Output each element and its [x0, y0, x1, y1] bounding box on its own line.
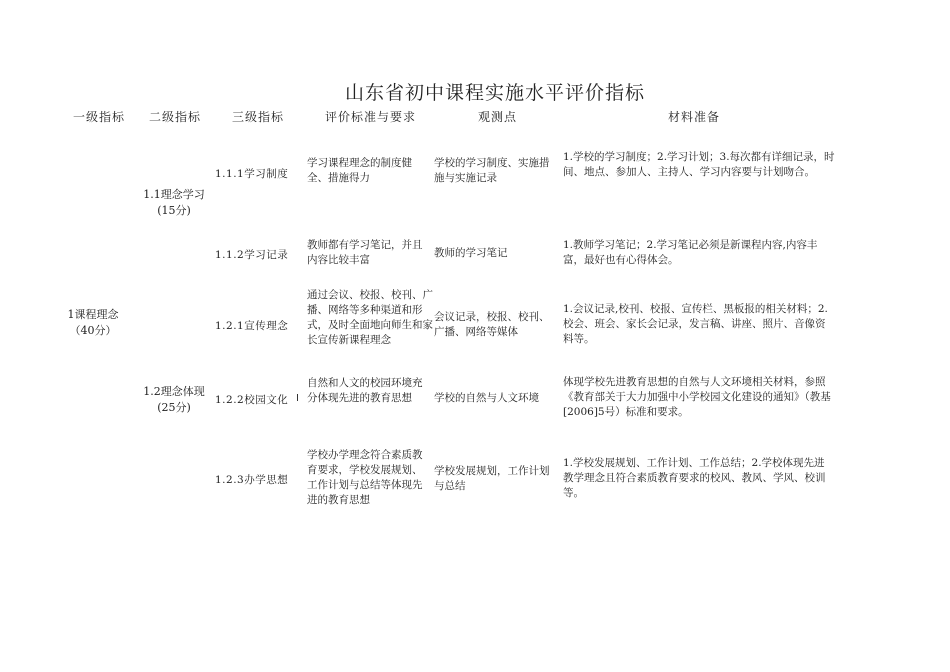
materials-text: 1.会议记录,校刊、校报、宣传栏、黑板报的相关材料；2.校会、班会、家长会记录，发言稿、讲座、照片、音像资料等。 [563, 303, 828, 345]
level3-item: 1.2.1宣传理念 [215, 320, 289, 332]
header-criteria: 评价标准与要求 [325, 110, 417, 124]
criteria-text: 教师都有学习笔记，并且内容比较丰富 [307, 239, 423, 266]
criteria-text: 学习课程理念的制度健全、措施得力 [307, 157, 412, 184]
observation-text: 学校的自然与人文环境 [434, 392, 539, 404]
materials-text: 1.教师学习笔记；2.学习笔记必须是新课程内容,内容丰富，最好也有心得体会。 [563, 239, 818, 266]
observation-text: 教师的学习笔记 [434, 247, 508, 259]
level2-score: (25分) [157, 401, 191, 414]
cell-separator [297, 394, 298, 401]
criteria-text: 通过会议、校报、校刊、广播、网络等多种渠道和形式，及时全面地向师生和家长宣传新课程理念 [307, 289, 433, 346]
level3-item: 1.2.3办学思想 [215, 474, 289, 486]
level3-item: 1.1.2学习记录 [215, 249, 289, 261]
level1-name: 1课程理念 [67, 308, 119, 321]
criteria-text: 自然和人文的校园环境充分体现先进的教育思想 [307, 377, 423, 404]
level2-cell-2 [136, 384, 212, 416]
observation-text: 会议记录，校报、校刊、广播、网络等媒体 [434, 311, 550, 338]
criteria-text: 学校办学理念符合素质教育要求，学校发展规划、工作计划与总结等体现先进的教育思想 [307, 449, 423, 506]
level2-score: (15分) [157, 204, 191, 217]
observation-text: 学校的学习制度、实施措施与实施记录 [434, 157, 550, 184]
observation-text: 学校发展规划，工作计划与总结 [434, 465, 550, 492]
level2-cell-1 [136, 187, 212, 219]
materials-text: 1.学校发展规划、工作计划、工作总结；2.学校体现先进教学理念且符合素质教育要求的校风、教风、学风、校训等。 [563, 457, 826, 499]
materials-text: 体现学校先进教育思想的自然与人文环境相关材料，参照《教育部关于大力加强中小学校园文化建设的通知》（教基[2006]5号）标准和要求。 [563, 376, 831, 418]
level3-item: 1.2.2校园文化 [215, 394, 289, 406]
header-materials: 材料准备 [668, 110, 721, 124]
level2-name: 1.1理念学习 [143, 188, 205, 201]
materials-text: 1.学校的学习制度；2.学习计划；3.每次都有详细记录，时间、地点、参加人、主持人、学习内容要与计划吻合。 [563, 151, 835, 178]
level3-item: 1.1.1学习制度 [215, 168, 289, 180]
header-level1: 一级指标 [73, 110, 126, 124]
level1-score: （40分） [69, 324, 117, 337]
page-title: 山东省初中课程实施水平评价指标 [344, 82, 645, 104]
level1-cell [58, 307, 128, 339]
header-level3: 三级指标 [232, 110, 285, 124]
level2-name: 1.2理念体现 [143, 385, 205, 398]
header-level2: 二级指标 [149, 110, 202, 124]
header-observation: 观测点 [478, 110, 518, 124]
